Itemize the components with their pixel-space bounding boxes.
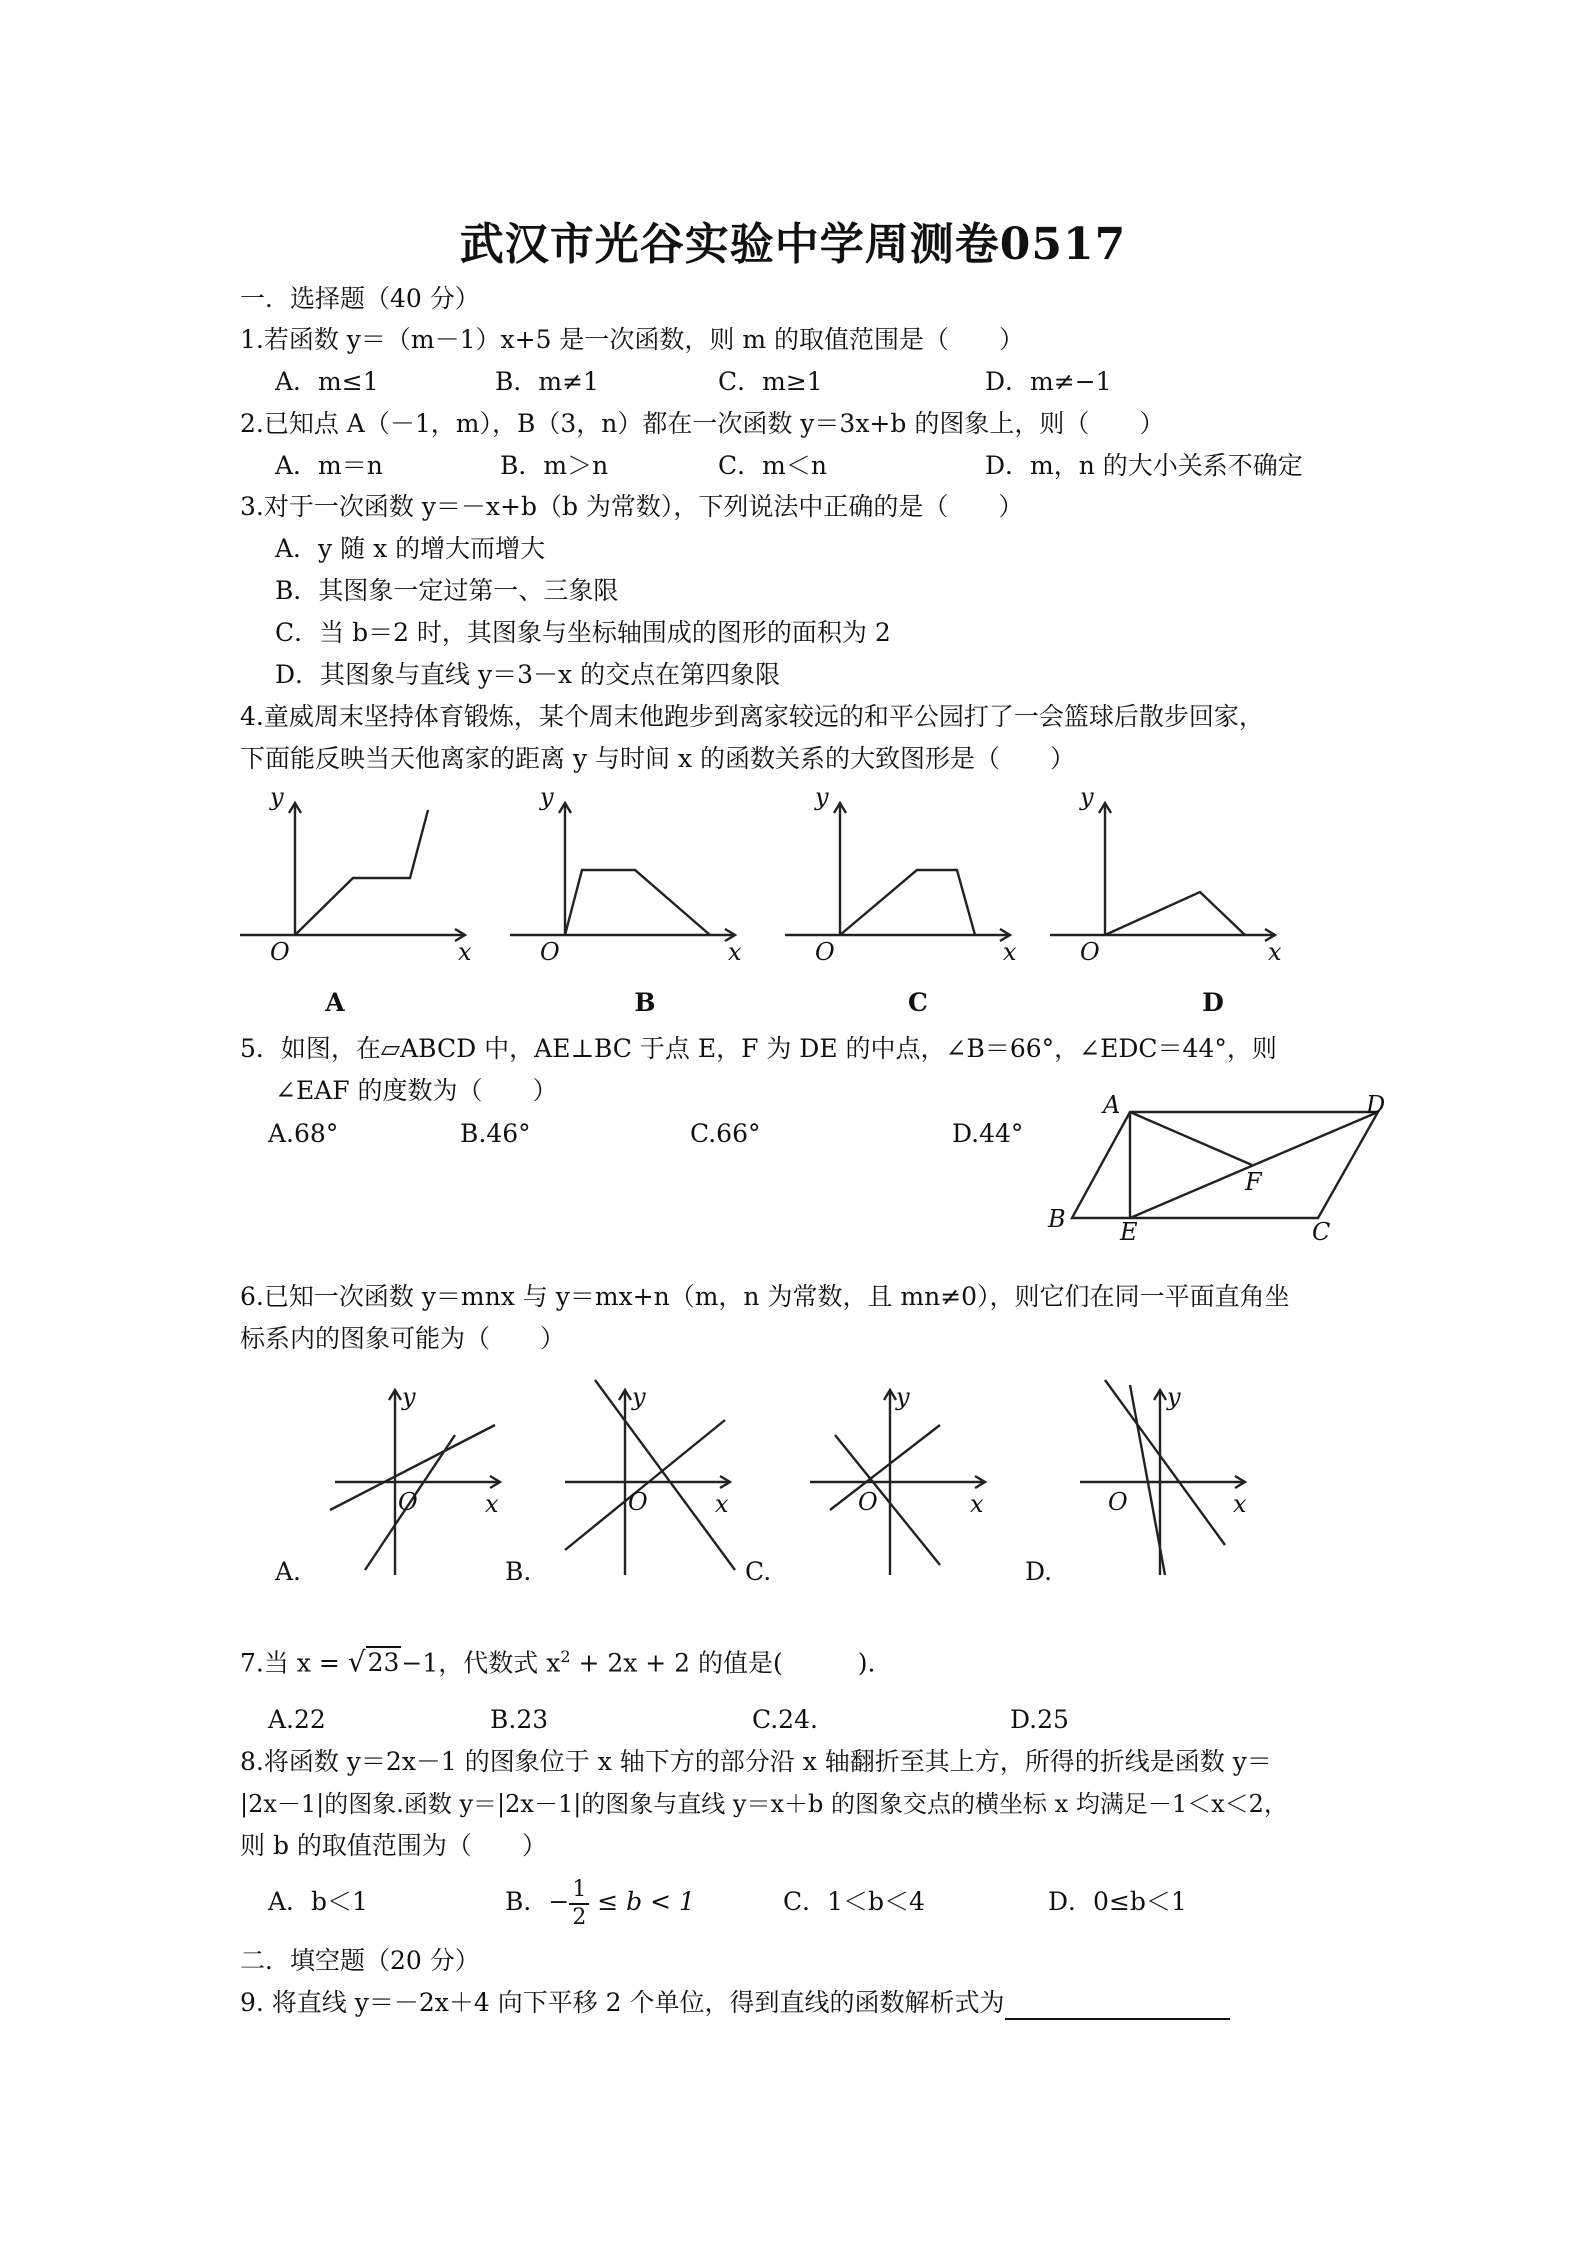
q4-caption-d: D <box>1202 988 1224 1017</box>
axis-x-label: x <box>970 1490 984 1518</box>
q5-option-d: D.44° <box>952 1119 1024 1148</box>
fraction <box>569 1877 589 1931</box>
q8-stem-line1: 8.将函数 y＝2x－1 的图象位于 x 轴下方的部分沿 x 轴翻折至其上方，所得的折线是函数 y＝ <box>240 1747 1272 1776</box>
axis-x-label: x <box>485 1490 499 1518</box>
q4-stem-line2: 下面能反映当天他离家的距离 y 与时间 x 的函数关系的大致图形是（ ） <box>240 744 1076 773</box>
q4-caption-b: B <box>634 988 656 1017</box>
q6-option-a: A. <box>275 1557 302 1586</box>
q2-option-b: B．m＞n <box>500 451 609 480</box>
q9-stem-text: 9. 将直线 y＝－2x＋4 向下平移 2 个单位，得到直线的函数解析式为 <box>240 1988 1005 2017</box>
origin-label: O <box>815 938 835 966</box>
q5-stem-line1: 5．如图，在▱ABCD 中，AE⊥BC 于点 E，F 为 DE 的中点，∠B＝66°，∠EDC＝44°，则 <box>240 1034 1277 1063</box>
q6-option-b: B. <box>505 1557 532 1586</box>
q2-option-c: C．m＜n <box>718 451 827 480</box>
q7-stem-mid: −1，代数式 x <box>401 1648 561 1678</box>
q6-stem-line1: 6.已知一次函数 y＝mnx 与 y＝mx+n（m，n 为常数，且 mn≠0），则它们在同一平面直角坐 <box>240 1282 1290 1311</box>
q2-option-a: A．m＝n <box>275 451 383 480</box>
q2-stem: 2.已知点 A（－1，m），B（3，n）都在一次函数 y＝3x+b 的图象上，则（ ） <box>240 409 1165 438</box>
q7-radicand: 23 <box>367 1648 400 1678</box>
origin-label: O <box>270 938 290 966</box>
q5-option-a: A.68° <box>268 1119 339 1148</box>
q4-graph-c <box>785 785 1025 970</box>
q8-option-b-rest: ≤ b < 1 <box>589 1887 695 1916</box>
q7-exponent: 2 <box>560 1647 571 1666</box>
section-choice-heading: 一．选择题（40 分） <box>240 284 480 313</box>
q4-graph-d <box>1050 785 1290 970</box>
q1-option-d: D．m≠−1 <box>985 367 1112 396</box>
origin-label: O <box>628 1488 648 1516</box>
fraction-numerator: 1 <box>569 1877 589 1905</box>
q5-stem-line2: ∠EAF 的度数为（ ） <box>275 1076 558 1105</box>
q3-option-b: B．其图象一定过第一、三象限 <box>275 576 619 605</box>
answer-blank[interactable] <box>1005 1992 1230 2020</box>
q8-option-b <box>505 1872 695 1932</box>
q3-stem: 3.对于一次函数 y＝－x+b（b 为常数），下列说法中正确的是（ ） <box>240 492 1024 521</box>
q1-option-b: B．m≠1 <box>495 367 599 396</box>
point-c-label: C <box>1312 1218 1331 1246</box>
q6-graph-b <box>560 1380 750 1580</box>
q6-option-c: C. <box>745 1557 772 1586</box>
axis-y-label: y <box>402 1383 416 1411</box>
axis-x-label: x <box>728 938 742 966</box>
q4-graph-a-curve <box>240 785 480 970</box>
axis-x-label: x <box>1233 1490 1247 1518</box>
axis-y-label: y <box>632 1383 646 1411</box>
axis-y-label: y <box>540 783 554 811</box>
axis-x-label: x <box>1003 938 1017 966</box>
q8-option-a: A．b＜1 <box>268 1887 368 1916</box>
q8-option-b-prefix: B．− <box>505 1887 570 1916</box>
q4-caption-a: A <box>325 988 345 1017</box>
q6-stem-line2: 标系内的图象可能为（ ） <box>240 1324 566 1353</box>
axis-y-label: y <box>815 783 829 811</box>
q3-option-c: C．当 b＝2 时，其图象与坐标轴围成的图形的面积为 2 <box>275 618 891 647</box>
q3-option-a: A．y 随 x 的增大而增大 <box>275 534 546 563</box>
point-f-label: F <box>1245 1168 1262 1196</box>
axis-y-label: y <box>1080 783 1094 811</box>
q7-stem-pre: 7.当 x = <box>240 1648 348 1678</box>
q1-option-a: A．m≤1 <box>275 367 379 396</box>
origin-label: O <box>1108 1488 1128 1516</box>
q5-option-b: B.46° <box>460 1119 531 1148</box>
q8-stem-line3: 则 b 的取值范围为（ ） <box>240 1831 547 1860</box>
axis-x-label: x <box>458 938 472 966</box>
point-e-label: E <box>1120 1218 1138 1246</box>
q7-option-c: C.24. <box>752 1705 818 1734</box>
q7-stem-post: + 2x + 2 的值是( ). <box>570 1648 876 1678</box>
section-fill-heading: 二．填空题（20 分） <box>240 1946 480 1975</box>
q3-option-d: D．其图象与直线 y＝3－x 的交点在第四象限 <box>275 660 781 689</box>
q1-stem: 1.若函数 y＝（m－1）x+5 是一次函数，则 m 的取值范围是（ ） <box>240 325 1025 354</box>
axis-y-label: y <box>1167 1383 1181 1411</box>
origin-label: O <box>1080 938 1100 966</box>
q9-stem <box>240 1986 1230 2020</box>
q6-option-d: D. <box>1025 1557 1053 1586</box>
origin-label: O <box>398 1488 418 1516</box>
q6-graph-a <box>330 1380 520 1580</box>
q7-option-d: D.25 <box>1010 1705 1069 1734</box>
sqrt-sign: √ <box>347 1645 366 1679</box>
q4-graph-b <box>510 785 750 970</box>
axis-y-label: y <box>270 783 284 811</box>
q8-option-c: C．1＜b＜4 <box>783 1887 925 1916</box>
q8-option-d: D．0≤b＜1 <box>1048 1887 1187 1916</box>
q6-graph-c <box>800 1380 990 1580</box>
point-a-label: A <box>1103 1091 1121 1119</box>
point-d-label: D <box>1366 1091 1386 1119</box>
q8-stem-line2: |2x－1|的图象.函数 y＝|2x－1|的图象与直线 y＝x＋b 的图象交点的横坐标 x 均满足－1＜x＜2， <box>240 1790 1288 1818</box>
q7-option-b: B.23 <box>490 1705 549 1734</box>
q4-stem-line1: 4.童威周末坚持体育锻炼，某个周末他跑步到离家较远的和平公园打了一会篮球后散步回家， <box>240 702 1264 731</box>
q1-option-c: C．m≥1 <box>718 367 823 396</box>
q7-option-a: A.22 <box>268 1705 326 1734</box>
q2-option-d: D．m，n 的大小关系不确定 <box>985 451 1303 480</box>
axis-y-label: y <box>896 1383 910 1411</box>
fraction-denominator: 2 <box>572 1904 587 1930</box>
q7-stem <box>240 1640 876 1680</box>
axis-x-label: x <box>1268 938 1282 966</box>
page-title: 武汉市光谷实验中学周测卷0517 <box>459 219 1127 270</box>
q5-parallelogram-figure <box>1040 1090 1400 1246</box>
q5-option-c: C.66° <box>690 1119 761 1148</box>
origin-label: O <box>540 938 560 966</box>
q6-graph-d <box>1075 1380 1265 1580</box>
origin-label: O <box>858 1488 878 1516</box>
point-b-label: B <box>1048 1205 1066 1233</box>
axis-x-label: x <box>715 1490 729 1518</box>
q4-caption-c: C <box>908 988 928 1017</box>
